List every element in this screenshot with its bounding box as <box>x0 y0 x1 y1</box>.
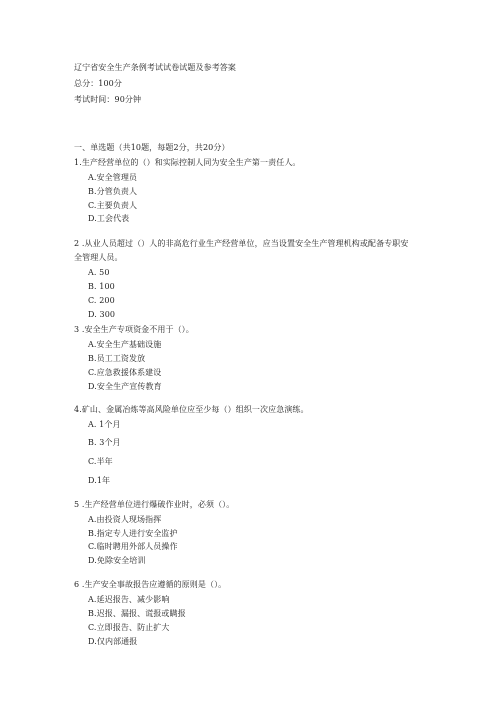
question-2-option-b: B. 100 <box>88 282 115 291</box>
question-1-option-c: C.主要负责人 <box>88 201 138 210</box>
question-2-option-a: A. 50 <box>88 268 110 277</box>
question-4-option-d: D.1年 <box>88 476 111 485</box>
question-6-option-b: B.迟报、漏报、谎报或瞒报 <box>88 609 186 618</box>
question-2-option-c: C. 200 <box>88 296 115 305</box>
question-2-stem-line1: 2 .从业人员超过（）人的非高危行业生产经营单位，应当设置安全生产管理机构或配备专职安 <box>74 239 409 248</box>
question-3-option-d: D.安全生产宣传教育 <box>88 382 162 391</box>
question-6-stem: 6 .生产安全事故报告应遵循的原则是（）。 <box>74 580 227 589</box>
question-1-option-a: A.安全管理员 <box>88 173 138 182</box>
question-6-option-a: A.延迟报告、减少影响 <box>88 595 170 604</box>
question-4-option-b: B. 3个月 <box>88 438 121 447</box>
question-5-stem: 5 .生产经营单位进行爆破作业时，必须（）。 <box>74 500 235 509</box>
question-2-option-d: D. 300 <box>88 310 116 319</box>
section-heading: 一、单选题（共10题，每题2分，共20分） <box>74 143 230 152</box>
question-1-stem: 1.生产经营单位的（）和实际控制人同为安全生产第一责任人。 <box>74 158 301 167</box>
question-1-option-b: B.分管负责人 <box>88 187 138 196</box>
question-6-option-c: C.立即报告、防止扩大 <box>88 623 170 632</box>
question-1-option-d: D.工会代表 <box>88 214 130 223</box>
question-6-option-d: D.仅内部通报 <box>88 637 138 646</box>
question-5-option-c: C.临时聘用外部人员操作 <box>88 542 178 551</box>
question-4-stem: 4.矿山、金属冶炼等高风险单位应至少每（）组织一次应急演练。 <box>74 405 309 414</box>
question-5-option-a: A.由投资人现场指挥 <box>88 515 162 524</box>
question-5-option-b: B.指定专人进行安全监护 <box>88 529 178 538</box>
question-3-stem: 3 .安全生产专项资金不用于（）。 <box>74 325 194 334</box>
exam-time: 考试时间：90分钟 <box>74 95 142 104</box>
total-score: 总分：100分 <box>74 79 122 88</box>
question-5-option-d: D.免除安全培训 <box>88 556 146 565</box>
question-4-option-a: A. 1个月 <box>88 420 121 429</box>
question-4-option-c: C.半年 <box>88 457 113 466</box>
document-title: 辽宁省安全生产条例考试试卷试题及参考答案 <box>74 63 236 72</box>
question-3-option-c: C.应急救援体系建设 <box>88 368 162 377</box>
question-3-option-b: B.员工工资发放 <box>88 354 146 363</box>
question-2-stem-line2: 全管理人员。 <box>74 253 123 262</box>
question-3-option-a: A.安全生产基础设施 <box>88 340 162 349</box>
